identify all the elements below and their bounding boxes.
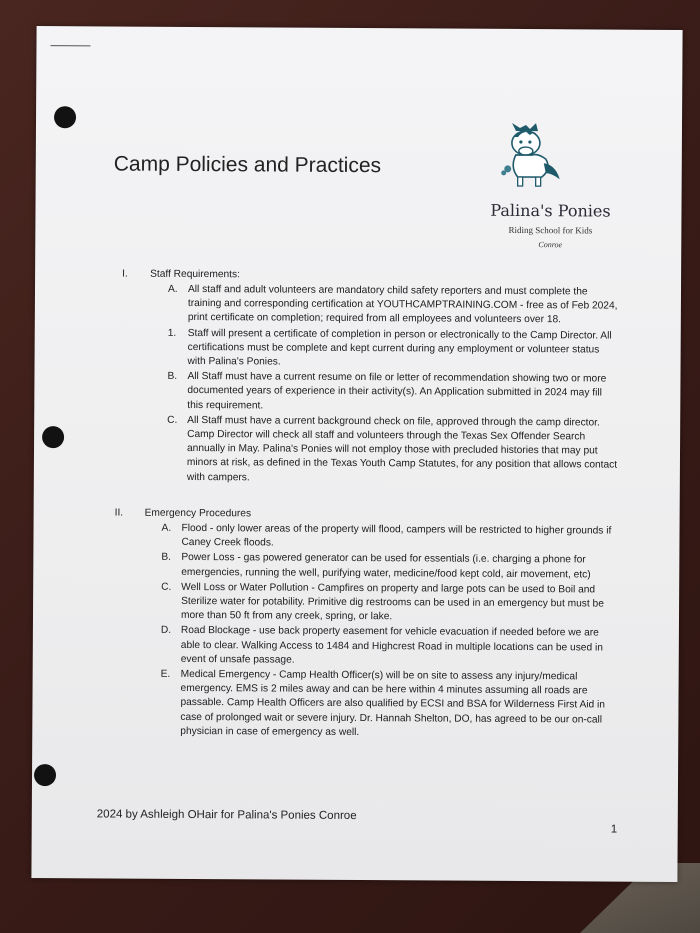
list-item: [161, 522, 621, 553]
item-marker: B.: [167, 371, 178, 383]
emergency-procedures-list: [160, 522, 621, 743]
list-item: [161, 551, 621, 582]
item-text: All Staff must have a current background check on file, approved through the camp director. Camp Director will check all staff and volunteers through the Texas Sex Offender Search annually in May. Palina's Ponies will not employ those with precluded histories that may put minors at risk, as defined in the Texas Youth Camp Statutes, for any position that allows contact with campers.: [186, 414, 618, 483]
section-numeral: I.: [122, 268, 128, 280]
list-item: [168, 326, 620, 371]
list-item: [160, 668, 620, 742]
item-marker: B.: [161, 552, 172, 564]
page-footer: 2024 by Ashleigh OHair for Palina's Ponies Conroe: [96, 808, 357, 823]
item-text: Power Loss - gas powered generator can be used for essentials (i.e. charging a phone for emergencies, running the well, purifying water, medicine/food kept cold, air movement, etc): [181, 552, 591, 581]
item-marker: 1.: [167, 327, 177, 339]
section-staff-requirements: [122, 268, 622, 483]
list-item: [167, 370, 619, 415]
item-text: All Staff must have a current resume on file or letter of recommendation showing two or more documented years of experience in their activity(s). An Application submitted in 2024 may fill this requirement.: [187, 371, 607, 412]
section-title: Emergency Procedures: [144, 507, 252, 520]
section-title: Staff Requirements:: [150, 268, 240, 281]
page-number: 1: [610, 823, 618, 836]
item-marker: C.: [161, 581, 172, 593]
document-page: [31, 26, 682, 882]
item-text: Road Blockage - use back property easement for vehicle evacuation if needed before we are able to clear. Walking Access to 1484 and Highcrest Road in multiple locations can be used in event of unsafe passage.: [180, 625, 603, 666]
item-marker: D.: [160, 625, 172, 637]
staff-requirements-list: [167, 283, 620, 489]
item-marker: E.: [160, 668, 171, 680]
brand-tagline: Riding School for Kids: [508, 224, 593, 236]
item-text: Staff will present a certificate of completion in person or electronically to the Camp Director. All certifications must be complete and kept current during any employment or volunteer status with Palina's Ponies.: [187, 327, 612, 368]
brand-location: Conroe: [538, 240, 563, 250]
item-marker: A.: [161, 522, 172, 534]
page-edge-mark: [50, 45, 90, 46]
section-numeral: II.: [114, 507, 124, 519]
page-title: Camp Policies and Practices: [113, 152, 382, 178]
item-marker: C.: [167, 414, 178, 426]
item-text: Well Loss or Water Pollution - Campfires on property and large pots can be used to Boil and Sterilize water for potability. Primitive dig restrooms can be used in an emergency but must be more than 50 ft from any creek, spring, or lake.: [180, 581, 604, 623]
item-text: All staff and adult volunteers are mandatory child safety reporters and must complete the training and corresponding certification at YOUTHCAMPTRAINING.COM - free as of Feb 2024, print certificate on completion; required from all employees and volunteers over 18.: [187, 283, 618, 326]
item-marker: A.: [167, 283, 178, 295]
punch-hole-top: [54, 106, 76, 128]
list-item: [168, 283, 620, 328]
punch-hole-middle: [42, 426, 64, 448]
section-emergency-procedures: [114, 507, 625, 738]
brand-name: Palina's Ponies: [490, 200, 611, 221]
punch-hole-bottom: [34, 764, 56, 786]
list-item: [161, 581, 621, 626]
item-text: Medical Emergency - Camp Health Officer(s) will be on site to assess any injury/medical emergency. EMS is 2 miles away and can be here within 4 minutes assuming all roads are passable. Camp Health Officers are also qualified by ECSI and BSA for Wilderness First Aid in case of prolonged wait or severe injury. Dr. Hannah Shelton, DO, has agreed to be our on-call physician in case of emergency as well.: [180, 668, 606, 738]
item-text: Flood - only lower areas of the property will flood, campers will be restricted to higher grounds if Caney Creek floods.: [181, 522, 612, 549]
list-item: [161, 624, 621, 669]
list-item: [167, 414, 619, 488]
pony-logo-icon: [496, 123, 566, 195]
